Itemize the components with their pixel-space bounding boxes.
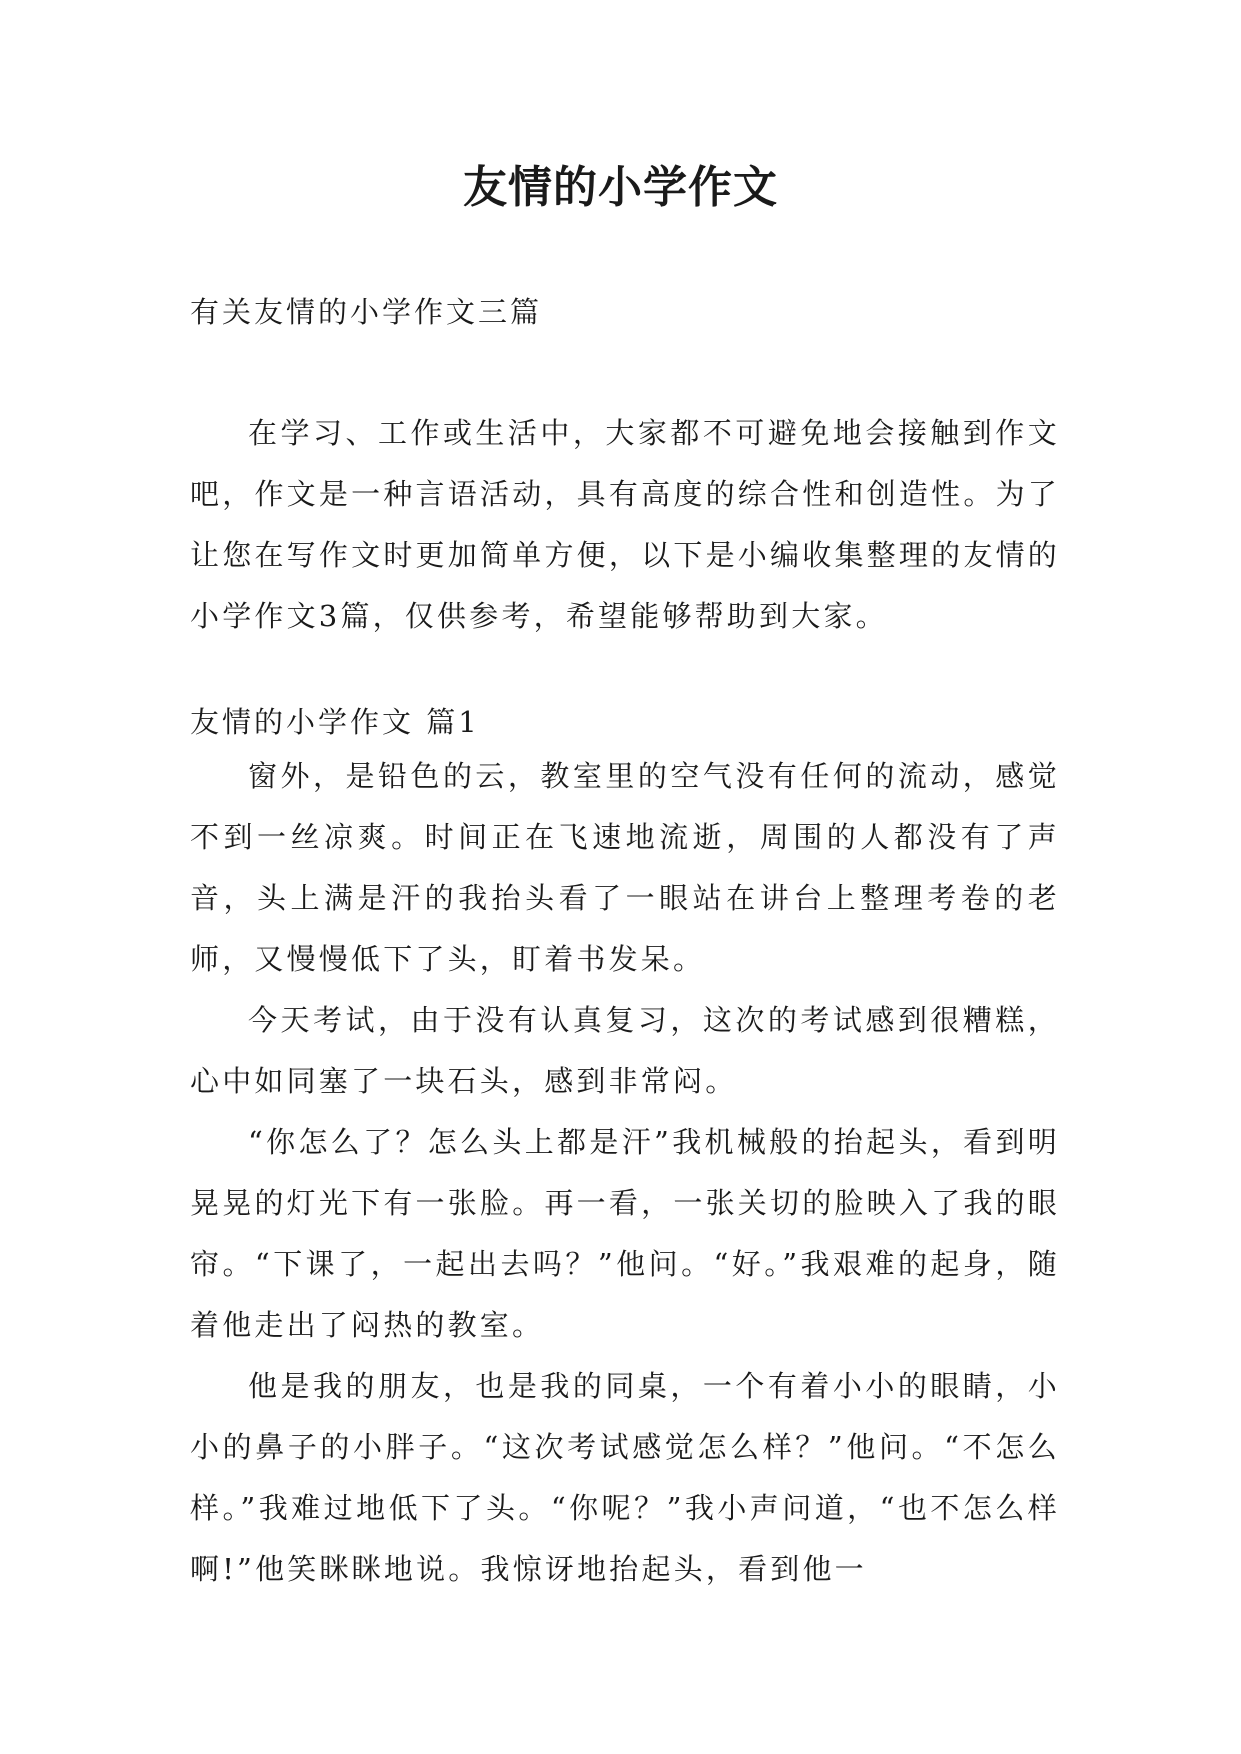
essay-body	[190, 746, 1060, 1600]
essay-paragraph: “你怎么了？怎么头上都是汗”我机械般的抬起头，看到明晃晃的灯光下有一张脸。再一看，一张关切的脸映入了我的眼帘。“下课了，一起出去吗？”他问。“好。”我艰难的起身，随着他走出了闷热的教室。	[190, 1125, 1060, 1342]
intro-paragraph-block	[190, 403, 1060, 647]
essay-paragraph: 他是我的朋友，也是我的同桌，一个有着小小的眼睛，小小的鼻子的小胖子。“这次考试感觉怎么样？”他问。“不怎么样。”我难过地低下了头。“你呢？”我小声问道，“也不怎么样啊!”他笑眯眯地说。我惊讶地抬起头，看到他一	[190, 1369, 1061, 1586]
document-title: 友情的小学作文	[463, 162, 778, 213]
essay-paragraph: 窗外，是铅色的云，教室里的空气没有任何的流动，感觉不到一丝凉爽。时间正在飞速地流逝，周围的人都没有了声音，头上满是汗的我抬头看了一眼站在讲台上整理考卷的老师，又慢慢低下了头，盯着书发呆。	[190, 759, 1060, 976]
intro-paragraph: 在学习、工作或生活中，大家都不可避免地会接触到作文吧，作文是一种言语活动，具有高度的综合性和创造性。为了让您在写作文时更加简单方便，以下是小编收集整理的友情的小学作文3篇，仅供参考，希望能够帮助到大家。	[190, 416, 1060, 633]
document-subtitle: 有关友情的小学作文三篇	[190, 295, 543, 329]
section-heading: 友情的小学作文 篇1	[190, 705, 480, 739]
essay-paragraph: 今天考试，由于没有认真复习，这次的考试感到很糟糕，心中如同塞了一块石头，感到非常闷。	[190, 1003, 1060, 1098]
